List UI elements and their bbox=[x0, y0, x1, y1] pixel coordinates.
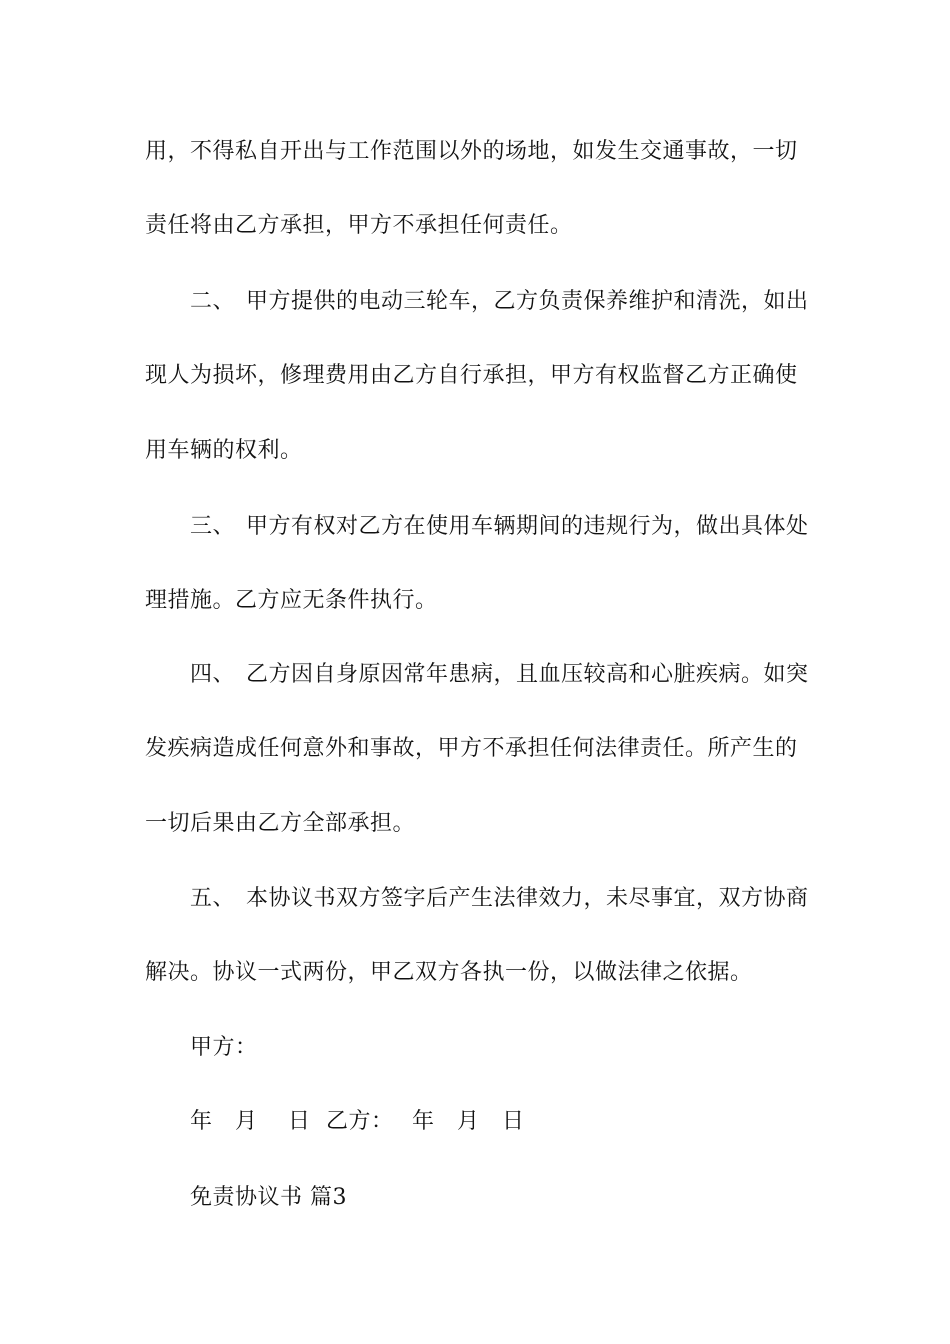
paragraph-line-6: 发疾病造成任何意外和事故，甲方不承担任何法律责任。所产生的 bbox=[145, 736, 798, 761]
clause-text: 甲方提供的电动三轮车，乙方负责保养维护和清洗，如出 bbox=[246, 289, 809, 314]
paragraph-line-4: 用车辆的权利。 bbox=[145, 438, 303, 463]
month-label: 月 bbox=[457, 1109, 480, 1134]
clause-text: 乙方因自身原因常年患病，且血压较高和心脏疾病。如突 bbox=[246, 662, 809, 687]
party-b-label: 乙方： bbox=[326, 1109, 394, 1134]
day-label: 日 bbox=[502, 1109, 525, 1134]
clause-text: 本协议书双方签字后产生法律效力，未尽事宜，双方协商 bbox=[246, 886, 809, 911]
clause-number: 二、 bbox=[190, 289, 236, 314]
clause-number: 三、 bbox=[190, 514, 236, 539]
clause-number: 四、 bbox=[190, 662, 236, 687]
signature-date-line bbox=[190, 1107, 525, 1137]
paragraph-line-1: 用，不得私自开出与工作范围以外的场地，如发生交通事故，一切 bbox=[145, 139, 798, 164]
party-a-label: 甲方： bbox=[190, 1035, 258, 1060]
year-label: 年 bbox=[190, 1109, 213, 1134]
clause-2 bbox=[190, 287, 809, 317]
clause-3 bbox=[190, 512, 809, 542]
paragraph-line-2: 责任将由乙方承担，甲方不承担任何责任。 bbox=[145, 213, 573, 238]
paragraph-line-8: 解决。协议一式两份，甲乙双方各执一份，以做法律之依据。 bbox=[145, 960, 753, 985]
section-title: 免责协议书 篇3 bbox=[190, 1185, 347, 1210]
paragraph-line-3: 现人为损坏，修理费用由乙方自行承担，甲方有权监督乙方正确使 bbox=[145, 363, 798, 388]
clause-text: 甲方有权对乙方在使用车辆期间的违规行为，做出具体处 bbox=[246, 514, 809, 539]
day-label: 日 bbox=[288, 1109, 311, 1134]
paragraph-line-7: 一切后果由乙方全部承担。 bbox=[145, 811, 416, 836]
year-label: 年 bbox=[412, 1109, 435, 1134]
paragraph-line-5: 理措施。乙方应无条件执行。 bbox=[145, 588, 438, 613]
month-label: 月 bbox=[235, 1109, 258, 1134]
clause-4 bbox=[190, 660, 809, 690]
clause-5 bbox=[190, 884, 809, 914]
clause-number: 五、 bbox=[190, 886, 236, 911]
